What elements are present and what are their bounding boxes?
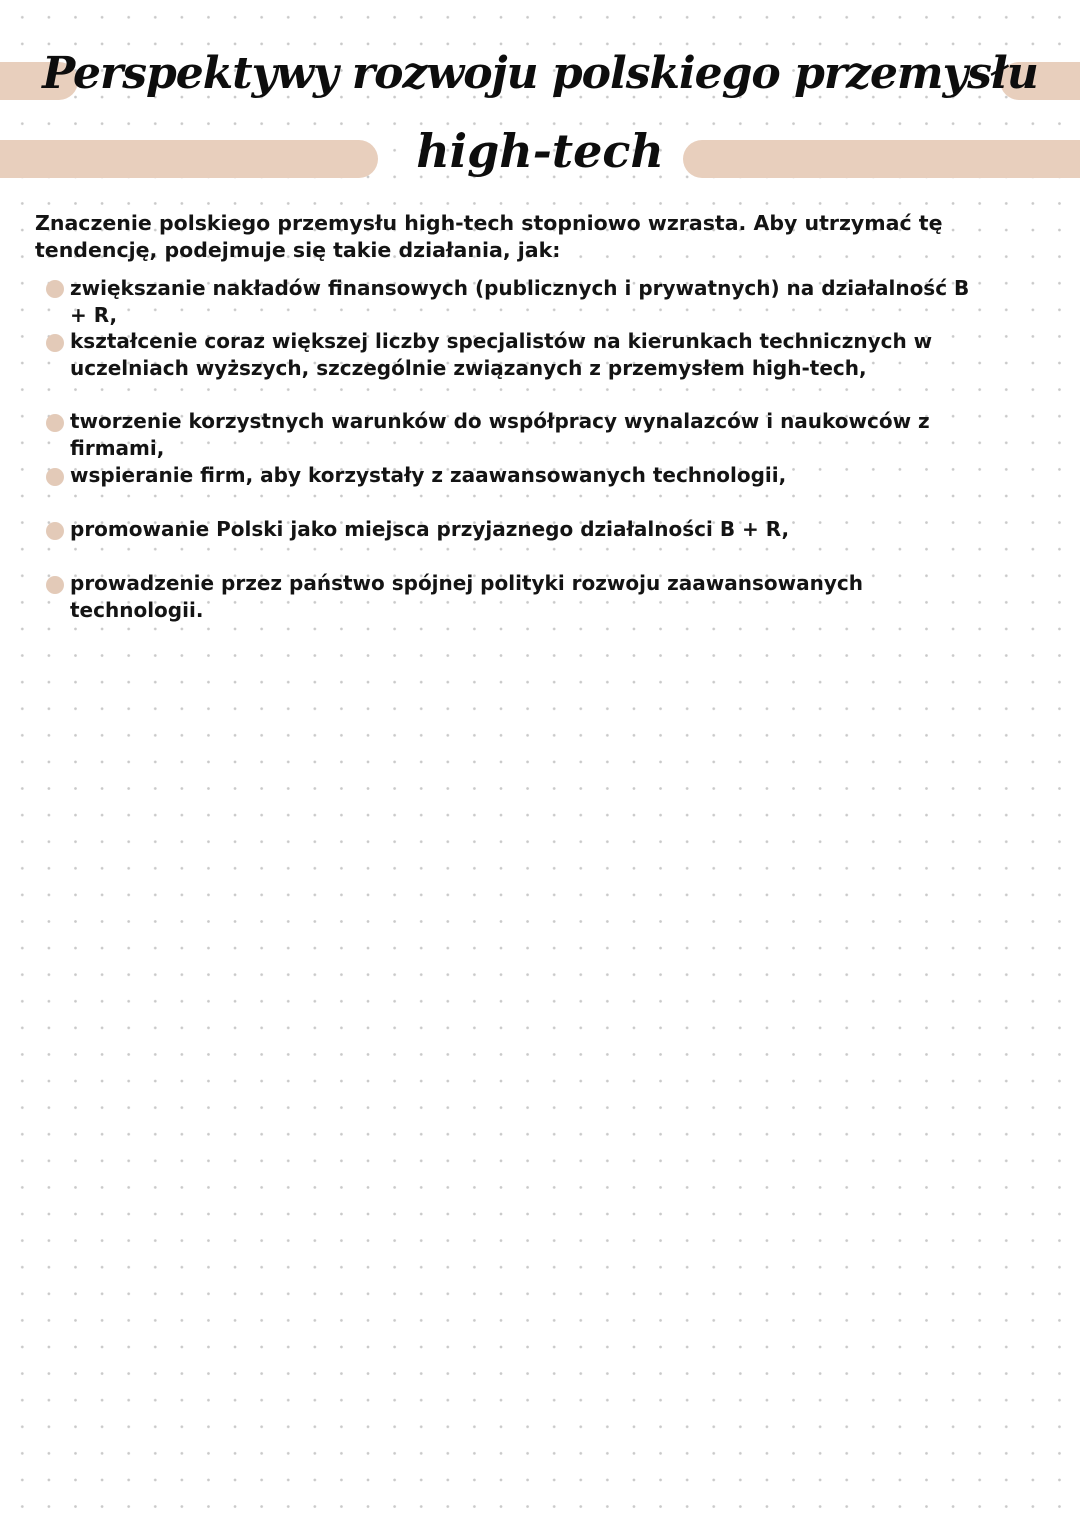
list-item: promowanie Polski jako miejsca przyjaznego działalności B + R, <box>70 517 790 541</box>
page-title-line-1: Perspektywy rozwoju polskiego przemysłu <box>42 48 1038 99</box>
intro-paragraph: Znaczenie polskiego przemysłu high-tech stopniowo wzrasta. Aby utrzymać tę tendencję, podejmuje się takie działania, jak: <box>35 211 943 262</box>
list-item: prowadzenie przez państwo spójnej polityki rozwoju zaawansowanych technologii. <box>70 571 863 622</box>
bullet-dot-icon <box>46 522 64 540</box>
list-item: tworzenie korzystnych warunków do współpracy wynalazców i naukowców z firmami, <box>70 409 930 460</box>
bullet-dot-icon <box>46 576 64 594</box>
page-title-line-2: high-tech <box>416 124 664 178</box>
bullet-dot-icon <box>46 468 64 486</box>
bullet-dot-icon <box>46 334 64 352</box>
list-item: kształcenie coraz większej liczby specjalistów na kierunkach technicznych w uczelniach wyższych, szczególnie związanych z przemysłem high-tech, <box>70 329 933 380</box>
bullet-dot-icon <box>46 280 64 298</box>
list-item: zwiększanie nakładów finansowych (publicznych i prywatnych) na działalność B + R, <box>70 276 970 327</box>
list-item: wspieranie firm, aby korzystały z zaawansowanych technologii, <box>70 463 787 487</box>
bullet-dot-icon <box>46 414 64 432</box>
